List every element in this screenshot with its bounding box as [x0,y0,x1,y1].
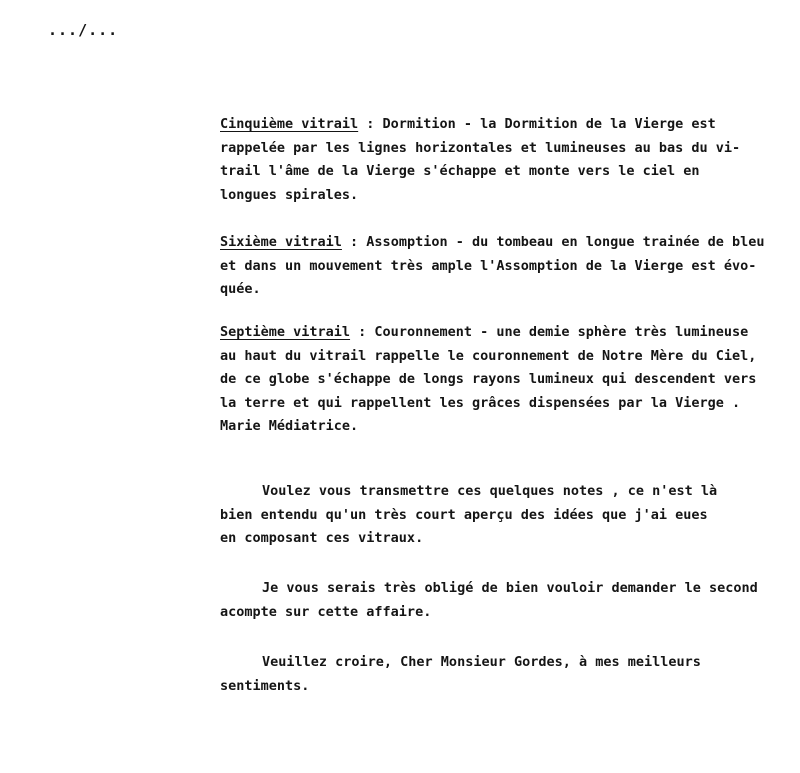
second-payment-paragraph [220,577,780,624]
text-line: acompte sur cette affaire. [220,603,432,620]
text-line: Je vous serais très obligé de bien vouloir demander le second [262,580,758,596]
vitrail-6-heading: Sixième vitrail [220,234,342,250]
text-line: longues spirales. [220,186,359,203]
text-line: de ce globe s'échappe de longs rayons lumineux qui descendent vers [220,371,757,387]
text-line: bien entendu qu'un très court aperçu des idées que j'ai eues [220,506,708,523]
vitrail-7-heading: Septième vitrail [220,324,351,340]
text-line: et dans un mouvement très ample l'Assomption de la Vierge est évo- [220,257,757,274]
text-line [220,231,780,255]
text-line: trail l'âme de la Vierge s'échappe et monte vers le ciel en [220,163,700,179]
text-line: au haut du vitrail rappelle le couronnement de Notre Mère du Ciel, [220,347,757,364]
vitrail-7-intro: : Couronnement - une demie sphère très lumineuse [350,324,749,340]
text-line: sentiments. [220,677,310,694]
transmit-notes-paragraph [220,480,780,551]
text-line: quée. [220,281,261,297]
text-line: Voulez vous transmettre ces quelques notes , ce n'est là [262,483,718,499]
closing-paragraph [220,651,780,698]
vitrail-6-intro: : Assomption - du tombeau en longue trainée de bleu [341,234,765,250]
continuation-mark: .../... [48,21,119,39]
text-line: en composant ces vitraux. [220,530,424,546]
text-line: la terre et qui rappellent les grâces dispensées par la Vierge . [220,394,741,411]
vitrail-5-intro: : Dormition - la Dormition de la Vierge est [358,116,716,132]
text-line: rappelée par les lignes horizontales et lumineuses au bas du vi- [220,139,741,156]
vitrail-5-description [220,113,780,207]
text-line [220,113,780,137]
text-line [220,321,780,345]
vitrail-7-description [220,321,780,439]
text-line: Marie Médiatrice. [220,418,359,434]
vitrail-6-description [220,231,780,302]
vitrail-5-heading: Cinquième vitrail [220,116,359,132]
text-line: Veuillez croire, Cher Monsieur Gordes, à mes meilleurs [262,654,701,670]
